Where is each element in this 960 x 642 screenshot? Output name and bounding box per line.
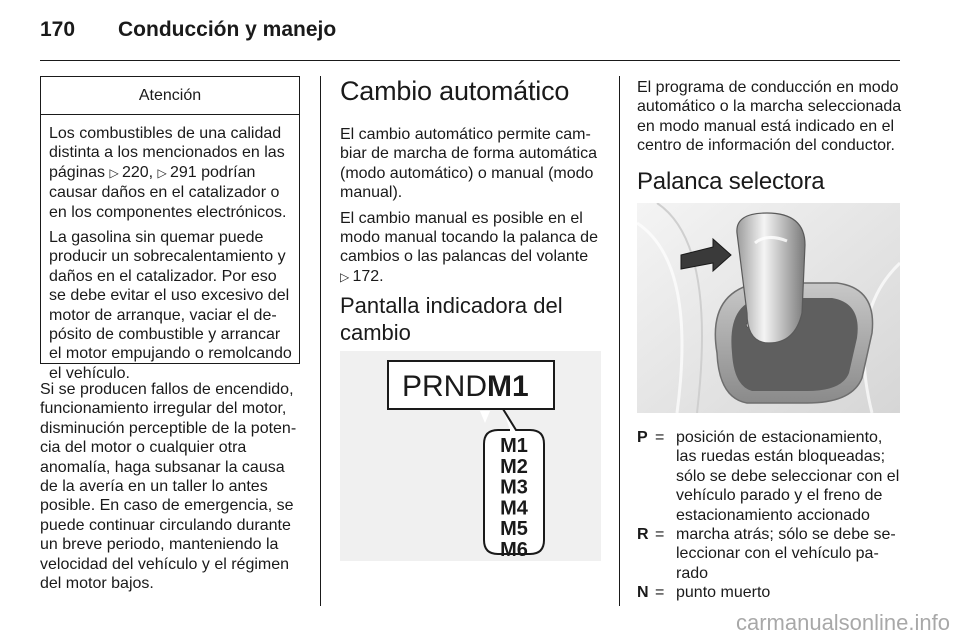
misfire-paragraph: Si se producen fallos de encendido, funcionamiento irregular del motor, disminución perceptible de la potencia del motor o cualquier otra anomalía, haga subsanar la causa de la avería en un taller lo antes posible. En caso de emergencia, se puede continuar circulando durante un breve periodo, manteniendo la velocidad del vehículo y el régimen del motor bajos. [40,381,297,593]
col2-body [340,125,604,293]
page-ref-arrow-icon: ▷ [157,165,167,180]
gear-position-list [637,428,902,603]
column-divider-1 [320,76,321,606]
gear-indicator-illustration [340,351,601,561]
list-item [637,428,902,525]
header-rule [40,60,900,61]
gear-label: PRNDM1 [402,370,529,403]
list-item [637,525,902,583]
list-item-text: marcha atrás; sólo se debe seleccionar con el vehículo parado [676,526,896,582]
list-item [637,583,902,602]
gear-option: M5 [500,518,528,541]
watermark: carmanualsonline.info [735,610,950,635]
list-item-text: posición de estacionamiento, las ruedas están bloqueadas; sólo se debe seleccionar con el vehículo parado y el freno de estacionamiento accionado [676,429,900,524]
selector-lever-photo [637,203,900,413]
gear-indicator-svg [340,351,601,561]
gear-option: M6 [500,539,528,561]
col2-paragraph-2: El cambio manual es posible en el modo manual tocando la palanca de cambios o las palancas del volante ▷ 172. [340,209,598,285]
page-ref-link[interactable]: 291 [169,163,197,181]
col2-paragraph-1: El cambio automático permite cambiar de marcha de forma automática (modo automático) o manual (modo manual). [340,126,598,202]
warning-title: Atención [41,77,299,115]
gear-option: M1 [500,435,528,457]
heading-automatic-transmission: Cambio automático [340,76,570,106]
page-ref-arrow-icon: ▷ [109,165,119,180]
subheading-gear-display: Pantalla indicadora del cambio [340,293,563,345]
list-item-key: P [637,429,648,446]
list-item-key: R [637,526,649,544]
subheading-selector-lever: Palanca selectora [637,168,825,195]
list-item-equals: = [655,526,665,544]
page-ref-link[interactable]: 172 [352,267,380,285]
page-number: 170 [40,18,76,41]
gear-option: M4 [500,497,528,520]
section-title: Conducción y manejo [118,18,337,41]
warning-box [40,76,300,382]
warning-body [49,124,297,389]
column-divider-2 [619,76,620,606]
warning-paragraph-1: Los combustibles de una calidad distinta a los mencionados en las páginas ▷ 220, ▷ 291 podrían causar daños en el catalizador o en los componentes electrónicos. [49,125,287,221]
page-ref-arrow-icon: ▷ [340,269,350,284]
gear-option: M2 [500,455,528,478]
warning-paragraph-2: La gasolina sin quemar puede producir un sobrecalentamiento y daños en el catalizador. Por eso se debe evitar el uso excesivo del motor de arranque, vaciar el depósito de combustible y arrancar el motor empujando o remolcando el vehículo. [49,229,292,382]
list-item-equals: = [655,429,665,446]
list-item-equals: = [655,584,665,602]
selector-lever-svg [637,203,900,413]
list-item-key: N [637,584,649,602]
col3-paragraph: El programa de conducción en modo automático o la marcha seleccionada en modo manual está indicado en el centro de información del conductor. [637,79,902,155]
list-item-text: punto muerto [676,584,771,602]
gear-option: M3 [500,476,528,499]
page-ref-link[interactable]: 220 [121,163,149,181]
